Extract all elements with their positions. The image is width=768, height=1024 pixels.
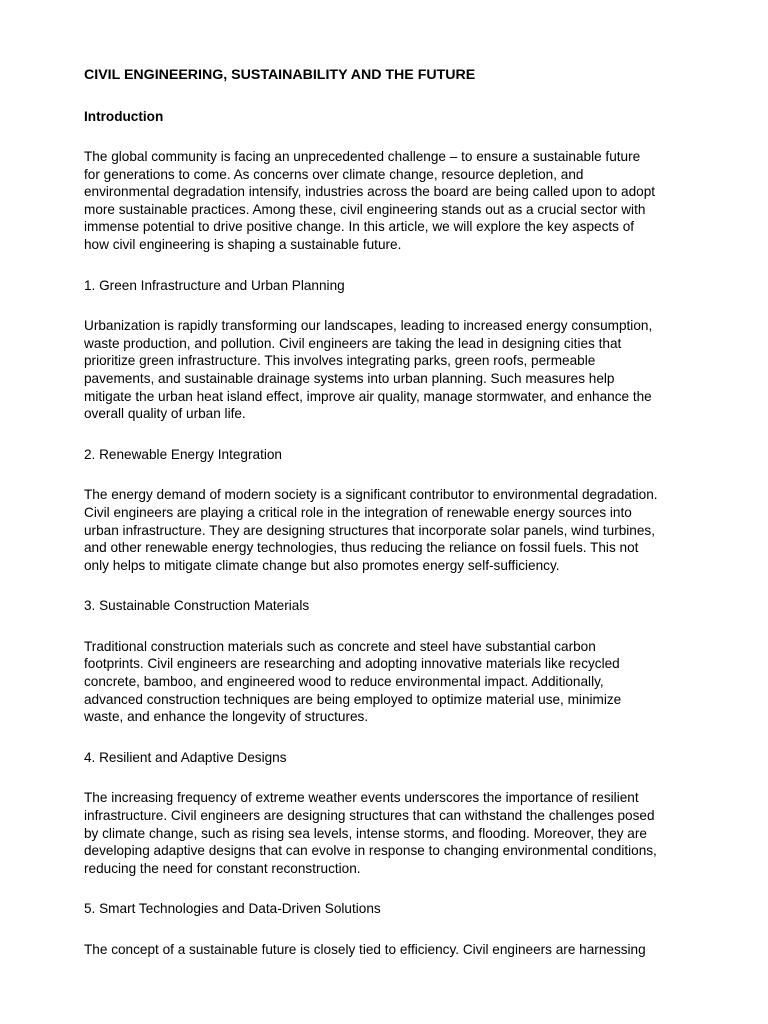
paragraph-line: by climate change, such as rising sea levels, intense storms, and flooding. Moreover, they are (84, 825, 647, 841)
paragraph-line: reducing the need for constant reconstruction. (84, 860, 361, 876)
paragraph-line: The energy demand of modern society is a significant contributor to environmental degradation. (84, 487, 658, 503)
introduction-heading: Introduction (84, 109, 164, 124)
paragraph-line: overall quality of urban life. (84, 406, 246, 422)
paragraph-line: developing adaptive designs that can evolve in response to changing environmental conditions, (84, 843, 657, 859)
section-paragraph-renewable-energy (84, 486, 688, 574)
document-title: CIVIL ENGINEERING, SUSTAINABILITY AND THE FUTURE (84, 67, 476, 83)
paragraph-line: The increasing frequency of extreme weather events underscores the importance of resilient (84, 790, 639, 806)
document-page (84, 66, 688, 982)
section-paragraph-resilient-designs (84, 789, 688, 877)
paragraph-line: more sustainable practices. Among these, civil engineering stands out as a crucial sector with (84, 201, 646, 217)
paragraph-line: only helps to mitigate climate change but also promotes energy self-sufficiency. (84, 557, 560, 573)
paragraph-line: infrastructure. Civil engineers are designing structures that can withstand the challenges posed (84, 808, 655, 824)
paragraph-line: Civil engineers are playing a critical role in the integration of renewable energy sources into (84, 504, 632, 520)
paragraph-line: and other renewable energy technologies, thus reducing the reliance on fossil fuels. This not (84, 540, 639, 556)
section-heading-resilient-designs: 4. Resilient and Adaptive Designs (84, 749, 287, 765)
section-heading-smart-technologies: 5. Smart Technologies and Data-Driven Solutions (84, 901, 381, 917)
paragraph-line: waste production, and pollution. Civil engineers are taking the lead in designing cities that (84, 335, 622, 351)
paragraph-line: Traditional construction materials such as concrete and steel have substantial carbon (84, 638, 596, 654)
paragraph-line: prioritize green infrastructure. This involves integrating parks, green roofs, permeable (84, 353, 596, 369)
introduction-paragraph (84, 148, 688, 254)
paragraph-line: how civil engineering is shaping a sustainable future. (84, 236, 402, 252)
section-heading-renewable-energy: 2. Renewable Energy Integration (84, 446, 282, 462)
paragraph-line: pavements, and sustainable drainage systems into urban planning. Such measures help (84, 370, 615, 386)
paragraph-line: immense potential to drive positive change. In this article, we will explore the key aspects of (84, 219, 635, 235)
paragraph-line: advanced construction techniques are being employed to optimize material use, minimize (84, 691, 622, 707)
section-paragraph-construction-materials (84, 638, 688, 726)
section-heading-construction-materials: 3. Sustainable Construction Materials (84, 598, 310, 614)
section-heading-green-infrastructure: 1. Green Infrastructure and Urban Planning (84, 277, 345, 293)
section-paragraph-smart-technologies (84, 941, 688, 959)
paragraph-line: Urbanization is rapidly transforming our landscapes, leading to increased energy consumption, (84, 318, 653, 334)
paragraph-line: footprints. Civil engineers are researching and adopting innovative materials like recycled (84, 656, 620, 672)
paragraph-line: The concept of a sustainable future is closely tied to efficiency. Civil engineers are harnessing (84, 942, 646, 957)
paragraph-line: environmental degradation intensify, industries across the board are being called upon to adopt (84, 184, 656, 200)
paragraph-line: for generations to come. As concerns over climate change, resource depletion, and (84, 166, 584, 182)
paragraph-line: mitigate the urban heat island effect, improve air quality, manage stormwater, and enhance the (84, 388, 652, 404)
paragraph-line: urban infrastructure. They are designing structures that incorporate solar panels, wind turbines, (84, 522, 655, 538)
section-paragraph-green-infrastructure (84, 317, 688, 423)
paragraph-line: waste, and enhance the longevity of structures. (84, 709, 369, 725)
paragraph-line: The global community is facing an unprecedented challenge – to ensure a sustainable future (84, 149, 641, 164)
paragraph-line: concrete, bamboo, and engineered wood to reduce environmental impact. Additionally, (84, 674, 604, 690)
